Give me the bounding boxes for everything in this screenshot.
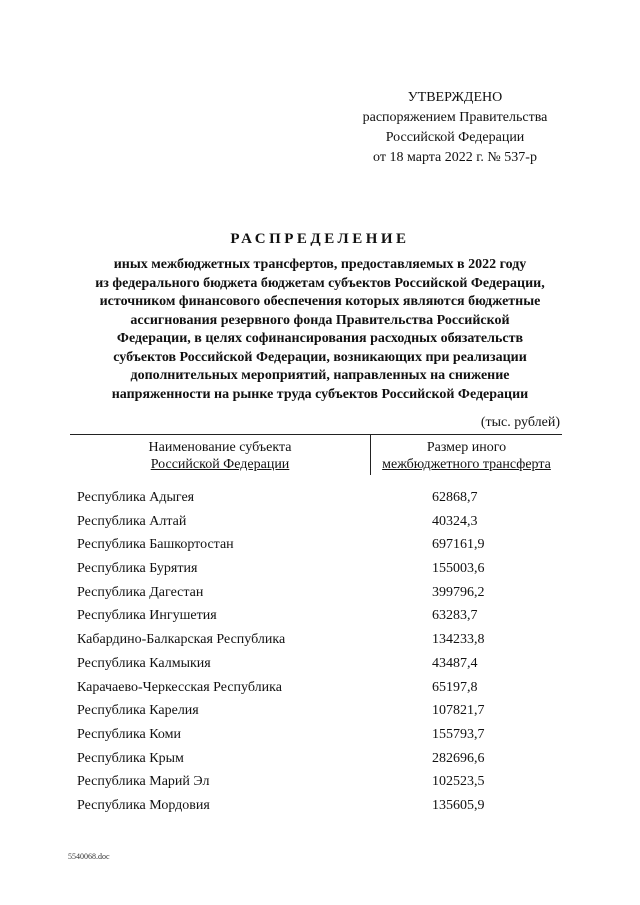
table-row bbox=[77, 604, 557, 628]
document-title: РАСПРЕДЕЛЕНИЕ bbox=[230, 231, 410, 247]
table-row bbox=[77, 557, 557, 581]
table-row bbox=[77, 723, 557, 747]
transfer-amount: 697161,9 bbox=[432, 537, 485, 553]
region-name: Республика Адыгея bbox=[77, 490, 195, 505]
table-row bbox=[77, 747, 557, 771]
approval-line: Российской Федерации bbox=[385, 130, 525, 145]
region-name: Республика Мордовия bbox=[77, 797, 210, 813]
transfer-amount: 155793,7 bbox=[432, 726, 485, 742]
transfer-amount: 40324,3 bbox=[432, 513, 478, 529]
subtitle-line: Федерации, в целях софинансирования расходных обязательств bbox=[116, 331, 524, 346]
region-name: Республика Бурятия bbox=[77, 561, 198, 577]
table-row bbox=[77, 581, 557, 605]
transfer-amount: 282696,6 bbox=[432, 750, 485, 766]
header-amount-line: межбюджетного трансферта bbox=[382, 457, 551, 472]
units-label: (тыс. рублей) bbox=[480, 415, 560, 430]
transfer-amount: 62868,7 bbox=[432, 490, 478, 505]
subtitle-line: субъектов Российской Федерации, возникающих при реализации bbox=[113, 349, 527, 365]
document-subtitle bbox=[60, 256, 580, 404]
region-name: Республика Башкортостан bbox=[77, 537, 234, 553]
transfer-amount: 135605,9 bbox=[432, 797, 485, 813]
subtitle-line: иных межбюджетных трансфертов, предоставляемых в 2022 году bbox=[113, 257, 527, 272]
header-region-line: Наименование субъекта bbox=[148, 440, 292, 455]
table-row bbox=[77, 794, 557, 818]
subtitle-line: источником финансового обеспечения которых являются бюджетные bbox=[99, 294, 541, 309]
region-name: Республика Карелия bbox=[77, 703, 199, 719]
header-amount-column bbox=[371, 435, 562, 475]
transfer-amount: 102523,5 bbox=[432, 774, 485, 790]
subtitle-line: из федерального бюджета бюджетам субъектов Российской Федерации, bbox=[95, 275, 545, 291]
transfer-amount: 43487,4 bbox=[432, 655, 478, 671]
region-name: Республика Марий Эл bbox=[77, 774, 210, 790]
approval-line: распоряжением Правительства bbox=[362, 110, 548, 125]
approval-date: от 18 марта 2022 г. № 537-р bbox=[373, 150, 537, 165]
region-name: Республика Дагестан bbox=[77, 584, 204, 600]
transfer-amount: 399796,2 bbox=[432, 584, 485, 600]
table-row bbox=[77, 699, 557, 723]
region-name: Кабардино-Балкарская Республика bbox=[77, 632, 286, 648]
approval-heading: УТВЕРЖДЕНО bbox=[407, 90, 503, 105]
transfer-amount: 155003,6 bbox=[432, 561, 485, 577]
transfer-amount: 65197,8 bbox=[432, 679, 478, 695]
table-row bbox=[77, 770, 557, 794]
header-region-line: Российской Федерации bbox=[150, 457, 290, 472]
region-name: Карачаево-Черкесская Республика bbox=[77, 679, 282, 695]
subtitle-line: напряженности на рынке труда субъектов Российской Федерации bbox=[111, 386, 529, 402]
table-row bbox=[77, 486, 557, 510]
transfer-amount: 63283,7 bbox=[432, 608, 478, 624]
table-row bbox=[77, 628, 557, 652]
region-name: Республика Коми bbox=[77, 726, 181, 742]
table-row bbox=[77, 510, 557, 534]
document-file-name: 5540068.doc bbox=[68, 852, 110, 861]
subtitle-line: ассигнования резервного фонда Правительства Российской bbox=[130, 312, 510, 328]
table-row bbox=[77, 676, 557, 700]
table-row bbox=[77, 533, 557, 557]
table-row bbox=[77, 652, 557, 676]
subtitle-line: дополнительных мероприятий, направленных на снижение bbox=[130, 368, 510, 383]
region-name: Республика Калмыкия bbox=[77, 655, 211, 671]
transfer-amount: 107821,7 bbox=[432, 703, 485, 719]
header-amount-line: Размер иного bbox=[426, 440, 507, 455]
table-header bbox=[70, 434, 562, 471]
region-name: Республика Ингушетия bbox=[77, 608, 217, 624]
header-region-column bbox=[70, 435, 371, 475]
transfer-amount: 134233,8 bbox=[432, 632, 485, 648]
approval-block bbox=[340, 88, 570, 168]
region-name: Республика Алтай bbox=[77, 513, 187, 529]
table-body bbox=[77, 486, 557, 818]
region-name: Республика Крым bbox=[77, 750, 184, 766]
